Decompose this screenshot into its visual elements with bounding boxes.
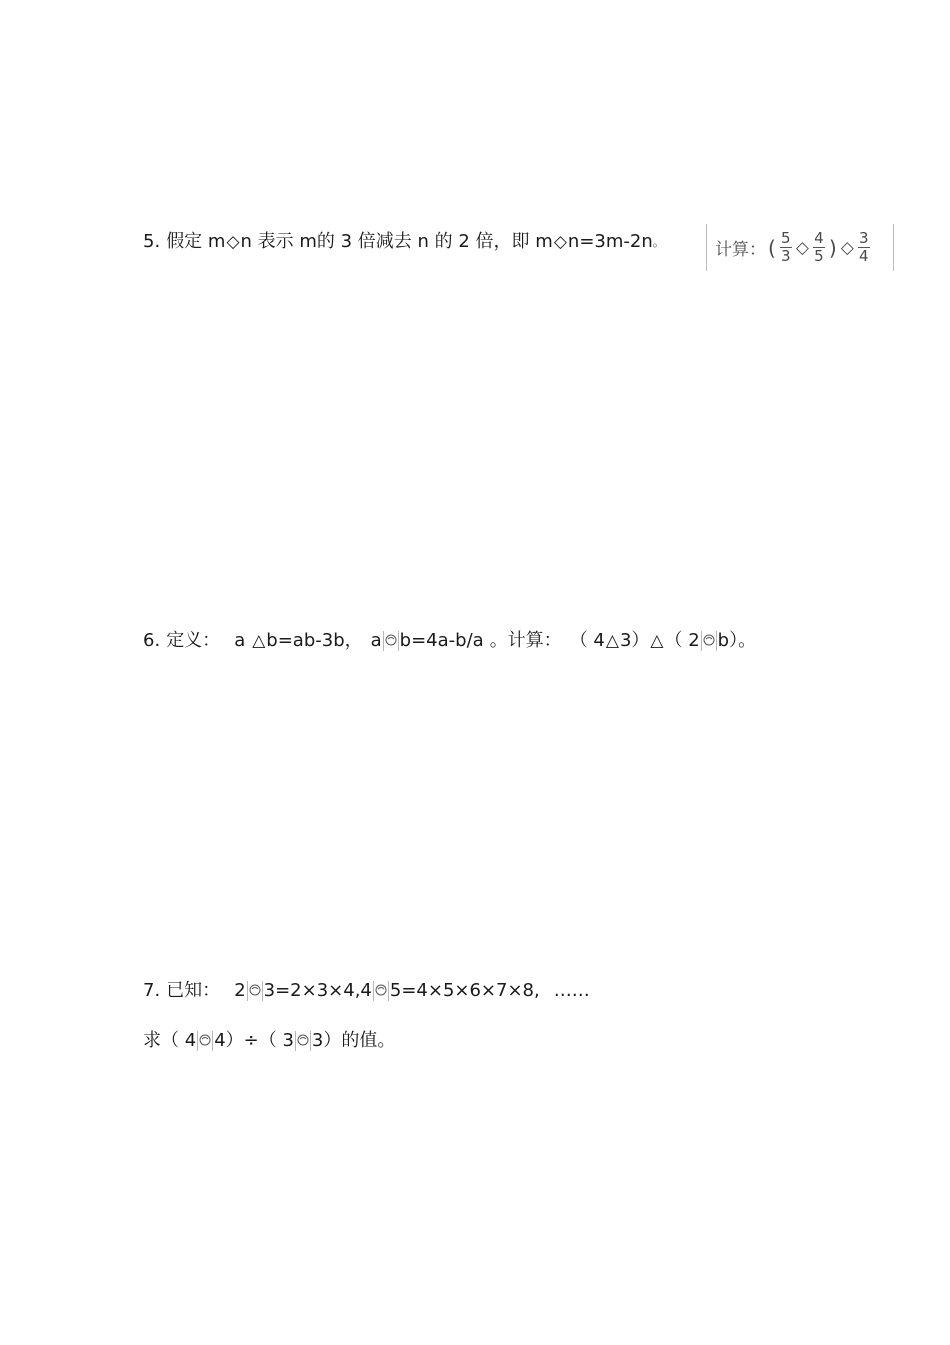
q6-text-3: b=ab-3b，: [266, 630, 363, 651]
fraction-numerator: 3: [859, 229, 869, 247]
q6-text-6: 。计算：: [489, 630, 562, 651]
q7-line2-text-3: 3）的值。: [311, 1030, 396, 1051]
q5-text-3: n=3m-2n: [567, 231, 653, 252]
q7-text-2: 2: [234, 980, 246, 1001]
diamond-operator: ◇: [226, 232, 240, 252]
triangle-operator: △: [650, 631, 664, 651]
diamond-operator: ◇: [553, 232, 567, 252]
clock-operator-icon: [247, 981, 263, 1001]
question-7-line: [143, 979, 590, 1003]
q5-text-1: 假定 m: [166, 231, 226, 252]
clock-operator-icon: [373, 981, 389, 1001]
question-6-line: [143, 629, 756, 653]
q5-text-2: n 表示 m的 3 倍减去 n 的 2 倍，即 m: [240, 231, 553, 252]
close-paren: ): [828, 235, 837, 260]
q6-text-7: （ 4: [569, 630, 605, 651]
question-number: 6.: [143, 630, 161, 651]
q6-text-9: （ 2: [664, 630, 700, 651]
q7-text-4: 5=4×5×6×7×8,: [389, 980, 540, 1001]
question-7-line-2: [143, 1029, 395, 1053]
triangle-operator: △: [605, 631, 619, 651]
fraction-denominator: 3: [781, 247, 791, 265]
fraction-numerator: 4: [814, 229, 824, 247]
diamond-operator: ◇: [795, 237, 809, 258]
q6-text-5: b=4a-b/a: [399, 630, 484, 651]
clock-operator-icon: [383, 631, 399, 651]
question-number: 7.: [143, 980, 161, 1001]
fraction-4-5: [813, 230, 825, 265]
question-5-line: [143, 230, 665, 254]
q7-text-5: ……: [553, 980, 590, 1001]
triangle-operator: △: [252, 631, 266, 651]
q7-text-3: 3=2×3×4,4: [263, 980, 372, 1001]
fraction-denominator: 4: [859, 247, 869, 265]
fraction-3-4: [858, 230, 870, 265]
fraction-5-3: [780, 230, 792, 265]
open-paren: (: [768, 235, 776, 260]
clock-operator-icon: [197, 1031, 213, 1051]
q5-calc-expression: [706, 224, 894, 271]
diamond-operator: ◇: [840, 237, 854, 258]
fraction-denominator: 5: [814, 247, 824, 265]
q6-text-4: a: [370, 630, 382, 651]
q7-text-1: 已知：: [166, 980, 221, 1001]
q6-text-10: b）。: [717, 630, 757, 651]
calc-label: 计算：: [715, 240, 766, 260]
clock-operator-icon: [295, 1031, 311, 1051]
q7-line2-text-1: 求（ 4: [143, 1030, 197, 1051]
q6-text-1: 定义：: [166, 630, 221, 651]
q6-text-8: 3）: [619, 630, 650, 651]
q5-text-4: 。: [652, 235, 665, 249]
clock-operator-icon: [701, 631, 717, 651]
q6-text-2: a: [234, 630, 246, 651]
question-number: 5.: [143, 231, 161, 252]
q7-line2-text-2: 4）÷（ 3: [214, 1030, 294, 1051]
fraction-numerator: 5: [781, 229, 791, 247]
